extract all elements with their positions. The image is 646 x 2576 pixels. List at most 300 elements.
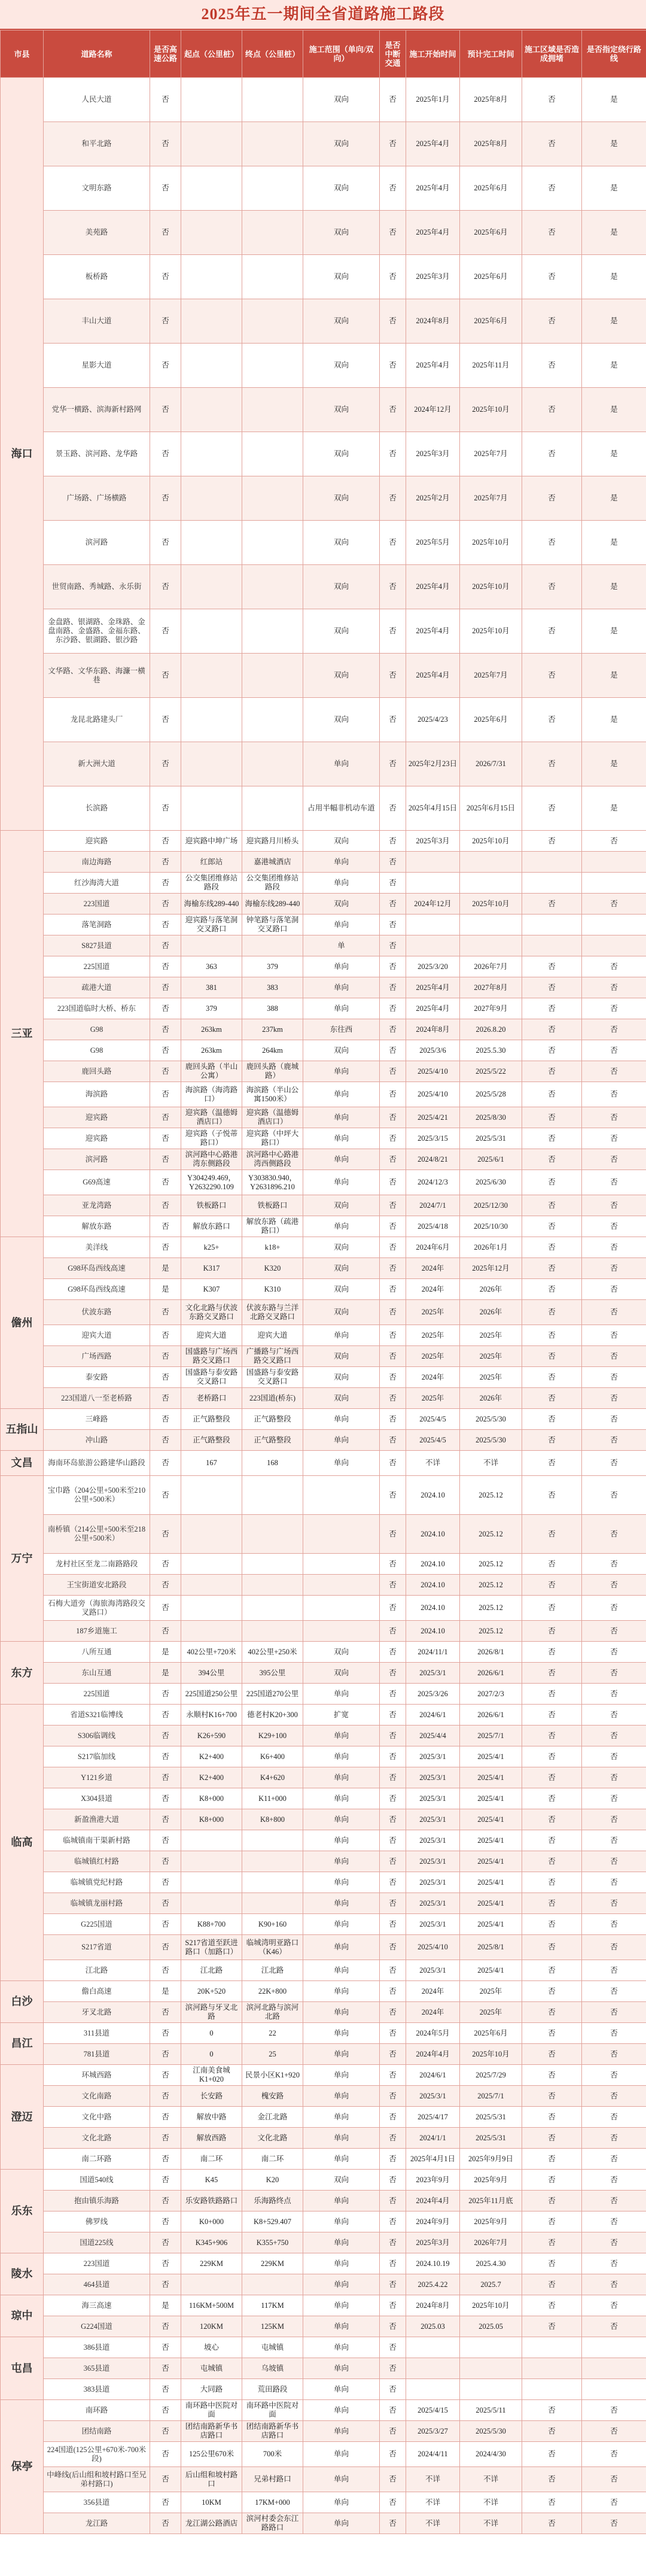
- end-time-cell: 2027/2/3: [460, 1684, 522, 1705]
- start-time-cell: 2024年8月: [406, 2295, 460, 2316]
- closure-flag-cell: 否: [380, 1346, 406, 1367]
- congestion-flag-cell: 否: [522, 956, 582, 977]
- end-point-cell: [242, 122, 303, 166]
- start-point-cell: 江北路: [181, 1960, 242, 1981]
- detour-flag-cell: 否: [582, 1325, 646, 1346]
- end-point-cell: [242, 609, 303, 654]
- detour-flag-cell: 否: [582, 2232, 646, 2253]
- detour-flag-cell: 否: [582, 1451, 646, 1476]
- end-time-cell: 2025年7月: [460, 476, 522, 521]
- detour-flag-cell: 否: [582, 2295, 646, 2316]
- scope-cell: 单向: [303, 1409, 380, 1430]
- closure-flag-cell: 否: [380, 998, 406, 1019]
- end-time-cell: 2025/7/1: [460, 2086, 522, 2107]
- highway-flag-cell: 否: [150, 476, 181, 521]
- road-name-cell: G225国道: [44, 1914, 150, 1935]
- highway-flag-cell: 否: [150, 2107, 181, 2128]
- detour-flag-cell: 否: [582, 894, 646, 915]
- highway-flag-cell: 否: [150, 2044, 181, 2065]
- end-time-cell: 2025/4/1: [460, 1767, 522, 1788]
- road-name-cell: 解放东路: [44, 1216, 150, 1237]
- city-cell: 昌江: [1, 2023, 44, 2065]
- start-point-cell: [181, 1872, 242, 1893]
- closure-flag-cell: 否: [380, 521, 406, 565]
- detour-flag-cell: 否: [582, 1726, 646, 1746]
- congestion-flag-cell: 否: [522, 1809, 582, 1830]
- end-time-cell: 2025年6月: [460, 211, 522, 255]
- start-time-cell: 2024年: [406, 1279, 460, 1300]
- road-name-cell: 龙昆北路建头厂: [44, 698, 150, 742]
- closure-flag-cell: 否: [380, 476, 406, 521]
- scope-cell: 单向: [303, 2421, 380, 2442]
- detour-flag-cell: 否: [582, 1430, 646, 1451]
- congestion-flag-cell: 否: [522, 998, 582, 1019]
- table-row: [1, 1325, 646, 1346]
- closure-flag-cell: 否: [380, 1746, 406, 1767]
- closure-flag-cell: 否: [380, 432, 406, 476]
- detour-flag-cell: 是: [582, 609, 646, 654]
- congestion-flag-cell: 否: [522, 1019, 582, 1040]
- highway-flag-cell: 否: [150, 1430, 181, 1451]
- table-row: [1, 78, 646, 122]
- start-time-cell: 2025年4月: [406, 122, 460, 166]
- road-name-cell: 文化中路: [44, 2107, 150, 2128]
- end-time-cell: 2025.4.30: [460, 2253, 522, 2274]
- start-time-cell: 2025年2月: [406, 476, 460, 521]
- table-row: [1, 1893, 646, 1914]
- start-point-cell: K2+400: [181, 1767, 242, 1788]
- end-point-cell: [242, 1554, 303, 1575]
- detour-flag-cell: 否: [582, 1935, 646, 1960]
- end-time-cell: 2025/5/30: [460, 1430, 522, 1451]
- road-name-cell: 文华路、文华东路、海濂一横巷: [44, 654, 150, 698]
- road-name-cell: G98环岛西线高速: [44, 1279, 150, 1300]
- start-point-cell: [181, 565, 242, 609]
- city-cell: 琼中: [1, 2295, 44, 2337]
- end-time-cell: 2025年: [460, 1367, 522, 1388]
- start-point-cell: 国盛路与泰安路交叉路口: [181, 1367, 242, 1388]
- highway-flag-cell: 是: [150, 1981, 181, 2002]
- congestion-flag-cell: 否: [522, 1170, 582, 1195]
- table-row: [1, 654, 646, 698]
- end-point-cell: [242, 1515, 303, 1554]
- road-name-cell: 亚龙湾路: [44, 1195, 150, 1216]
- end-point-cell: 223国道(桥东): [242, 1388, 303, 1409]
- end-time-cell: 2026年: [460, 1279, 522, 1300]
- end-point-cell: K11+000: [242, 1788, 303, 1809]
- scope-cell: 双向: [303, 299, 380, 344]
- closure-flag-cell: 否: [380, 1981, 406, 2002]
- closure-flag-cell: 否: [380, 2379, 406, 2400]
- table-row: [1, 2212, 646, 2232]
- closure-flag-cell: 否: [380, 1830, 406, 1851]
- start-point-cell: [181, 211, 242, 255]
- end-time-cell: 2025/5/22: [460, 1061, 522, 1082]
- detour-flag-cell: 是: [582, 299, 646, 344]
- start-point-cell: [181, 1851, 242, 1872]
- end-point-cell: [242, 654, 303, 698]
- table-row: [1, 1279, 646, 1300]
- detour-flag-cell: 否: [582, 1170, 646, 1195]
- scope-cell: 双向: [303, 388, 380, 432]
- highway-flag-cell: 否: [150, 2316, 181, 2337]
- end-time-cell: 2026.8.20: [460, 1019, 522, 1040]
- end-time-cell: 2025年10月: [460, 2044, 522, 2065]
- highway-flag-cell: 否: [150, 2492, 181, 2513]
- end-time-cell: 2026/6/1: [460, 1663, 522, 1684]
- table-row: [1, 299, 646, 344]
- detour-flag-cell: 否: [582, 1705, 646, 1726]
- end-time-cell: 2025年10月: [460, 521, 522, 565]
- closure-flag-cell: 否: [380, 1367, 406, 1388]
- table-row: [1, 1515, 646, 1554]
- end-time-cell: [460, 2379, 522, 2400]
- highway-flag-cell: 否: [150, 2253, 181, 2274]
- end-time-cell: 2025年8月: [460, 78, 522, 122]
- congestion-flag-cell: 否: [522, 1575, 582, 1596]
- highway-flag-cell: 否: [150, 565, 181, 609]
- scope-cell: 单向: [303, 956, 380, 977]
- start-time-cell: 2025/3/1: [406, 1872, 460, 1893]
- scope-cell: 单向: [303, 1107, 380, 1128]
- end-time-cell: 2025/4/1: [460, 1893, 522, 1914]
- scope-cell: 双向: [303, 521, 380, 565]
- end-point-cell: 125KM: [242, 2316, 303, 2337]
- detour-flag-cell: 是: [582, 476, 646, 521]
- start-point-cell: 正气路整段: [181, 1430, 242, 1451]
- table-row: [1, 2316, 646, 2337]
- start-time-cell: 2024/6/1: [406, 2065, 460, 2086]
- end-point-cell: [242, 1893, 303, 1914]
- highway-flag-cell: 否: [150, 1596, 181, 1621]
- end-time-cell: 2025/6/1: [460, 1149, 522, 1170]
- congestion-flag-cell: 否: [522, 565, 582, 609]
- closure-flag-cell: 否: [380, 742, 406, 786]
- closure-flag-cell: 否: [380, 1767, 406, 1788]
- highway-flag-cell: 否: [150, 935, 181, 956]
- end-point-cell: [242, 935, 303, 956]
- table-row: [1, 2253, 646, 2274]
- closure-flag-cell: 否: [380, 1107, 406, 1128]
- table-row: [1, 2467, 646, 2492]
- start-time-cell: 2024/7/1: [406, 1195, 460, 1216]
- closure-flag-cell: 否: [380, 1279, 406, 1300]
- highway-flag-cell: 否: [150, 122, 181, 166]
- closure-flag-cell: 否: [380, 1726, 406, 1746]
- end-point-cell: [242, 1851, 303, 1872]
- end-time-cell: 2025年: [460, 1325, 522, 1346]
- congestion-flag-cell: 否: [522, 2002, 582, 2023]
- congestion-flag-cell: 否: [522, 1040, 582, 1061]
- end-time-cell: 2026/8/1: [460, 1642, 522, 1663]
- table-row: [1, 1705, 646, 1726]
- closure-flag-cell: 否: [380, 1300, 406, 1325]
- detour-flag-cell: 是: [582, 388, 646, 432]
- road-name-cell: 223国道: [44, 894, 150, 915]
- end-point-cell: 22K+800: [242, 1981, 303, 2002]
- col-header-scope: 施工范围（单向/双向）: [303, 31, 380, 78]
- city-cell: 三亚: [1, 831, 44, 1237]
- highway-flag-cell: 否: [150, 852, 181, 873]
- congestion-flag-cell: 否: [522, 2107, 582, 2128]
- detour-flag-cell: 否: [582, 1914, 646, 1935]
- start-point-cell: [181, 609, 242, 654]
- congestion-flag-cell: 否: [522, 2044, 582, 2065]
- closure-flag-cell: 否: [380, 2421, 406, 2442]
- road-name-cell: G98: [44, 1019, 150, 1040]
- detour-flag-cell: 否: [582, 2492, 646, 2513]
- road-name-cell: 464县道: [44, 2274, 150, 2295]
- closure-flag-cell: 否: [380, 1216, 406, 1237]
- congestion-flag-cell: 否: [522, 894, 582, 915]
- start-time-cell: 2025/4/23: [406, 698, 460, 742]
- road-name-cell: 长滨路: [44, 786, 150, 831]
- closure-flag-cell: 否: [380, 78, 406, 122]
- congestion-flag-cell: 否: [522, 255, 582, 299]
- detour-flag-cell: 否: [582, 1621, 646, 1642]
- detour-flag-cell: 否: [582, 1663, 646, 1684]
- highway-flag-cell: 否: [150, 1830, 181, 1851]
- start-point-cell: 20K+520: [181, 1981, 242, 2002]
- end-point-cell: 117KM: [242, 2295, 303, 2316]
- end-time-cell: [460, 2337, 522, 2358]
- road-name-cell: 海三高速: [44, 2295, 150, 2316]
- scope-cell: 单向: [303, 2467, 380, 2492]
- end-point-cell: [242, 78, 303, 122]
- table-row: [1, 1430, 646, 1451]
- closure-flag-cell: 否: [380, 1476, 406, 1515]
- start-point-cell: [181, 122, 242, 166]
- road-name-cell: 抱由镇乐海路: [44, 2191, 150, 2212]
- end-time-cell: 不详: [460, 1451, 522, 1476]
- scope-cell: 单向: [303, 1061, 380, 1082]
- city-cell: 儋州: [1, 1237, 44, 1409]
- congestion-flag-cell: 否: [522, 1279, 582, 1300]
- start-time-cell: 2024.10: [406, 1621, 460, 1642]
- table-row: [1, 1575, 646, 1596]
- start-point-cell: 迎宾路与落笔洞交叉路口: [181, 915, 242, 935]
- road-name-cell: 宝巾路（204公里+500米至210公里+500米）: [44, 1476, 150, 1515]
- end-time-cell: 2025/4/1: [460, 1809, 522, 1830]
- start-point-cell: 解放东路口: [181, 1216, 242, 1237]
- end-time-cell: 2025年9月: [460, 2170, 522, 2191]
- start-point-cell: 0: [181, 2023, 242, 2044]
- start-point-cell: 263km: [181, 1040, 242, 1061]
- road-name-cell: 龙江路: [44, 2513, 150, 2534]
- table-row: [1, 2513, 646, 2534]
- end-point-cell: [242, 1830, 303, 1851]
- congestion-flag-cell: 否: [522, 2492, 582, 2513]
- detour-flag-cell: 否: [582, 1767, 646, 1788]
- table-row: [1, 1642, 646, 1663]
- road-name-cell: 广场路、广场横路: [44, 476, 150, 521]
- end-time-cell: 2025.12: [460, 1476, 522, 1515]
- end-point-cell: 17KM+000: [242, 2492, 303, 2513]
- end-time-cell: 2025/5/31: [460, 2107, 522, 2128]
- scope-cell: 单向: [303, 1788, 380, 1809]
- table-row: [1, 1726, 646, 1746]
- end-point-cell: 金江北路: [242, 2107, 303, 2128]
- end-point-cell: [242, 299, 303, 344]
- congestion-flag-cell: 否: [522, 1082, 582, 1107]
- table-row: [1, 1082, 646, 1107]
- table-row: [1, 1851, 646, 1872]
- start-point-cell: [181, 432, 242, 476]
- start-time-cell: 2024年9月: [406, 2212, 460, 2232]
- start-point-cell: k25+: [181, 1237, 242, 1258]
- scope-cell: 单向: [303, 1684, 380, 1705]
- start-point-cell: 正气路整段: [181, 1409, 242, 1430]
- congestion-flag-cell: 否: [522, 609, 582, 654]
- closure-flag-cell: 否: [380, 1019, 406, 1040]
- col-header-city: 市县: [1, 31, 44, 78]
- start-point-cell: K307: [181, 1279, 242, 1300]
- end-point-cell: 临城湾明亚路口（K46）: [242, 1935, 303, 1960]
- start-point-cell: [181, 388, 242, 432]
- road-name-cell: 781县道: [44, 2044, 150, 2065]
- start-time-cell: 2024/4/11: [406, 2442, 460, 2467]
- highway-flag-cell: 否: [150, 1621, 181, 1642]
- scope-cell: [303, 1554, 380, 1575]
- start-time-cell: 2025年: [406, 1325, 460, 1346]
- congestion-flag-cell: 否: [522, 1830, 582, 1851]
- closure-flag-cell: 否: [380, 2149, 406, 2170]
- congestion-flag-cell: 否: [522, 2513, 582, 2534]
- table-row: [1, 344, 646, 388]
- start-time-cell: 不详: [406, 2513, 460, 2534]
- scope-cell: 单向: [303, 2337, 380, 2358]
- congestion-flag-cell: 否: [522, 1642, 582, 1663]
- detour-flag-cell: 否: [582, 1642, 646, 1663]
- scope-cell: 单向: [303, 2492, 380, 2513]
- highway-flag-cell: 否: [150, 2128, 181, 2149]
- end-point-cell: 荒田路段: [242, 2379, 303, 2400]
- start-point-cell: 永顺村K16+700: [181, 1705, 242, 1726]
- start-time-cell: 2024年6月: [406, 1237, 460, 1258]
- closure-flag-cell: 否: [380, 122, 406, 166]
- start-time-cell: 2025年1月: [406, 78, 460, 122]
- end-time-cell: 2025/5/11: [460, 2400, 522, 2421]
- closure-flag-cell: 否: [380, 1960, 406, 1981]
- end-point-cell: 滨河北路与滨河北路: [242, 2002, 303, 2023]
- start-point-cell: [181, 786, 242, 831]
- closure-flag-cell: 否: [380, 2065, 406, 2086]
- table-row: [1, 476, 646, 521]
- start-point-cell: 116KM+500M: [181, 2295, 242, 2316]
- highway-flag-cell: 否: [150, 2274, 181, 2295]
- detour-flag-cell: 否: [582, 2002, 646, 2023]
- end-point-cell: 文化北路: [242, 2128, 303, 2149]
- table-row: [1, 1195, 646, 1216]
- end-point-cell: 正气路整段: [242, 1430, 303, 1451]
- city-cell: 文昌: [1, 1451, 44, 1476]
- highway-flag-cell: 是: [150, 2295, 181, 2316]
- scope-cell: 双向: [303, 609, 380, 654]
- start-time-cell: 2025年4月: [406, 211, 460, 255]
- detour-flag-cell: 否: [582, 1279, 646, 1300]
- detour-flag-cell: 否: [582, 1575, 646, 1596]
- road-name-cell: 国道540线: [44, 2170, 150, 2191]
- highway-flag-cell: 否: [150, 1554, 181, 1575]
- highway-flag-cell: 否: [150, 698, 181, 742]
- scope-cell: [303, 1621, 380, 1642]
- end-point-cell: [242, 388, 303, 432]
- start-point-cell: 394公里: [181, 1663, 242, 1684]
- end-time-cell: 2024/4/30: [460, 2442, 522, 2467]
- end-time-cell: 2025/4/1: [460, 1788, 522, 1809]
- scope-cell: 双向: [303, 831, 380, 852]
- scope-cell: 双向: [303, 698, 380, 742]
- end-point-cell: [242, 786, 303, 831]
- congestion-flag-cell: 否: [522, 1149, 582, 1170]
- end-point-cell: 钟笔路与落笔洞交叉路口: [242, 915, 303, 935]
- start-point-cell: [181, 698, 242, 742]
- start-point-cell: [181, 1893, 242, 1914]
- end-point-cell: 公交集团维修站路段: [242, 873, 303, 894]
- scope-cell: [303, 1596, 380, 1621]
- highway-flag-cell: 否: [150, 2170, 181, 2191]
- end-point-cell: [242, 1476, 303, 1515]
- detour-flag-cell: 是: [582, 122, 646, 166]
- road-name-cell: 356县道: [44, 2492, 150, 2513]
- congestion-flag-cell: 否: [522, 2170, 582, 2191]
- start-point-cell: K345+906: [181, 2232, 242, 2253]
- start-time-cell: 2024年4月: [406, 2191, 460, 2212]
- road-name-cell: 人民大道: [44, 78, 150, 122]
- closure-flag-cell: 否: [380, 2086, 406, 2107]
- start-point-cell: [181, 1596, 242, 1621]
- highway-flag-cell: 否: [150, 1476, 181, 1515]
- detour-flag-cell: 是: [582, 432, 646, 476]
- congestion-flag-cell: 否: [522, 977, 582, 998]
- road-name-cell: S217临加线: [44, 1746, 150, 1767]
- highway-flag-cell: 否: [150, 2337, 181, 2358]
- end-point-cell: 迎宾大道: [242, 1325, 303, 1346]
- table-row: [1, 977, 646, 998]
- start-point-cell: 120KM: [181, 2316, 242, 2337]
- congestion-flag-cell: 否: [522, 1216, 582, 1237]
- scope-cell: 单向: [303, 977, 380, 998]
- road-name-cell: 丰山大道: [44, 299, 150, 344]
- end-point-cell: [242, 166, 303, 211]
- detour-flag-cell: 否: [582, 1149, 646, 1170]
- city-cell: 陵水: [1, 2253, 44, 2295]
- table-row: [1, 2002, 646, 2023]
- closure-flag-cell: 否: [380, 2358, 406, 2379]
- congestion-flag-cell: 否: [522, 1300, 582, 1325]
- congestion-flag-cell: 否: [522, 2253, 582, 2274]
- col-header-closure: 是否中断交通: [380, 31, 406, 78]
- closure-flag-cell: 否: [380, 2400, 406, 2421]
- congestion-flag-cell: 否: [522, 1476, 582, 1515]
- col-header-detour: 是否指定绕行路线: [582, 31, 646, 78]
- start-point-cell: 0: [181, 2044, 242, 2065]
- end-point-cell: 22: [242, 2023, 303, 2044]
- road-name-cell: 星影大道: [44, 344, 150, 388]
- end-time-cell: 2025年6月: [460, 299, 522, 344]
- closure-flag-cell: 否: [380, 2274, 406, 2295]
- end-time-cell: 2025年12月: [460, 1258, 522, 1279]
- end-time-cell: 2025/4/1: [460, 1914, 522, 1935]
- end-point-cell: 229KM: [242, 2253, 303, 2274]
- closure-flag-cell: 否: [380, 1409, 406, 1430]
- end-point-cell: 铁板路口: [242, 1195, 303, 1216]
- detour-flag-cell: 否: [582, 2086, 646, 2107]
- detour-flag-cell: 否: [582, 1346, 646, 1367]
- scope-cell: 单向: [303, 1809, 380, 1830]
- detour-flag-cell: 否: [582, 977, 646, 998]
- start-time-cell: 2024年: [406, 1981, 460, 2002]
